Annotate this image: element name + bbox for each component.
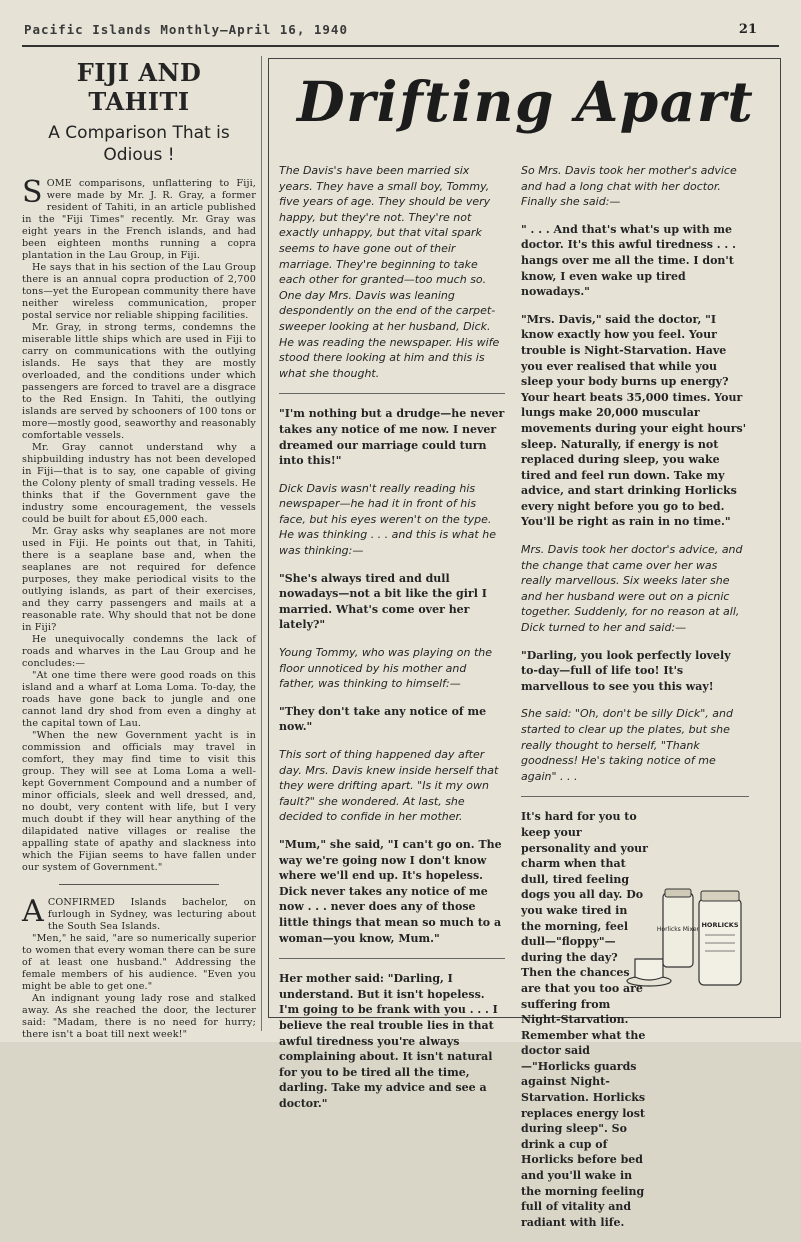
ad-paragraph: Dick Davis wasn't really reading his newspaper—he had it in front of his face, but his eyes weren't on the type. He was thinking . . . and this is what he was thinking:—: [279, 481, 496, 558]
article-paragraph: Mr. Gray, in strong terms, condemns the miserable little ships which are used in Fiji to carry on communications with the outlying islands. He says that they are mostly overloaded, and the conditions under which passengers are forced to travel are a disgrace to the Red Ensign. In Tahiti, the outlying islands are served by schooners of 100 tons or more—mostly good, seaworthy and reasonably comfortable vessels.: [22, 322, 256, 441]
ad-paragraph: " . . . And that's what's up with me doctor. It's this awful tiredness . . . hangs over me all the time. I don't know, I even wake up tired nowadays.": [521, 222, 736, 299]
article-paragraph: Mr. Gray asks why seaplanes are not more used in Fiji. He points out that, in Tahiti, there is a seaplane base and, when the seaplanes are not required for defence purposes, they make periodical visits to the outlying islands, as part of their exercises, and they carry passengers and mails at a reasonable rate. Why should that not be done in Fiji?: [22, 526, 256, 633]
ad-divider: [521, 796, 749, 797]
cup: [635, 959, 663, 980]
item-paragraph: "Men," he said, "are so numerically superior to women that every woman there can be sure of at least one husband." Addressing the female members of his audience. "Even you might be able to get one.": [22, 933, 256, 992]
drop-cap: S: [22, 175, 43, 210]
item-paragraph: [22, 894, 256, 933]
ad-paragraph: "She's always tired and dull nowadays—not a bit like the girl I married. What's come over her lately?": [279, 571, 487, 632]
paragraph-text: OME comparisons, unflattering to Fiji, were made by Mr. J. R. Gray, a former resident of Tahiti, in an article published in the "Fiji Times" recently. Mr. Gray was eight years in the French islands, and had been eighteen months running a copra plantation in the Lau Group, in Fiji.: [22, 178, 256, 261]
ad-divider: [279, 958, 505, 959]
advertisement-box: [268, 58, 781, 1229]
article-paragraph: [22, 175, 256, 262]
ad-paragraph: "Mrs. Davis," said the doctor, "I know exactly how you feel. Your trouble is Night-Starvation. Have you ever realised that while you sleep your body burns up energy? Your heart beats 35,000 times. Your lungs make 20,000 muscular movements during your eight hours' sleep. Naturally, if energy is not replaced during sleep, you wake tired and feel run down. Take my advice, and start drinking Horlicks every night before you go to bed. You'll be right as rain in no time.": [521, 312, 747, 529]
ad-paragraph: "Mum," she said, "I can't go on. The way we're going now I don't know where we'll end up. It's hopeless. Dick never takes any notice of me now . . . never does any of those little things that mean so much to a woman—you know, Mum.": [279, 837, 502, 945]
header-rule: [22, 45, 779, 47]
ad-paragraph: "I'm nothing but a drudge—he never takes any notice of me now. I never dreamed our marriage could turn into this!": [279, 407, 505, 468]
horlicks-jars-illustration: [619, 885, 749, 997]
ad-paragraph: Young Tommy, who was playing on the floor unnoticed by his mother and father, was thinking to himself:—: [279, 646, 493, 691]
article-paragraph: He unequivocally condemns the lack of roads and wharves in the Lau Group and he concludes:—: [22, 634, 256, 669]
horlicks-lid: [701, 891, 739, 901]
article-paragraph: "When the new Government yacht is in commission and officials may travel in comfort, they may find time to visit this group. They will see at Loma Loma a well-kept Government Compound and a number of minor officials, sleek and well dressed, and, no doubt, very content with life, but I very much doubt if they will hear anything of the dilapidated native villages or realise the appalling state of apathy and slackness into which the Fijian seems to have fallen under our system of Government.": [22, 730, 256, 873]
horlicks-jar: [699, 899, 741, 985]
article-subheadline: A Comparison That is Odious !: [48, 123, 230, 165]
ad-divider: [279, 393, 505, 394]
article-column: [22, 56, 256, 1040]
drop-cap: A: [22, 894, 44, 929]
article-paragraph: Mr. Gray cannot understand why a shipbuilding industry has not been developed in Fiji—that is to say, one capable of giving the Colony plenty of small trading vessels. He thinks that if the Government gave the industry some encouragement, the vessels could be built for about £5,000 each.: [22, 442, 256, 525]
article-paragraph: "At one time there were good roads on this island and a wharf at Loma Loma. To-day, the roads have gone back to jungle and one cannot land dry shod from even a dinghy at the capital town of Lau.: [22, 670, 256, 729]
ad-closing-paragraph: It's hard for you to keep your personality and your charm when that dull, tired feeling dogs you all day. Do you wake tired in the morning, feel dull—"floppy"—during the day? Then the chances are that you too are suffering from Night-Starvation. Remember what the doctor said—"Horlicks guards against Night-Starvation. Horlicks replaces energy lost during sleep". So drink a cup of Horlicks before bed and you'll wake in the morning feeling full of vitality and radiant with life.: [521, 810, 648, 1229]
ad-column-right: [521, 163, 749, 1242]
ad-paragraph: This sort of thing happened day after day. Mrs. Davis knew inside herself that they were drifting apart. "Is it my own fault?" she wondered. At last, she decided to confide in her mother.: [279, 748, 499, 824]
ad-column-left: [279, 163, 505, 1123]
item-paragraph: An indignant young lady rose and stalked away. As she reached the door, the lecturer said: "Madam, there is no need for hurry; there isn't a boat till next week!": [22, 993, 256, 1040]
ad-paragraph: She said: "Oh, don't be silly Dick", and started to clear up the plates, but she really thought to herself, "Thank goodness! He's taking notice of me again" . . .: [521, 707, 733, 783]
mixer-lid: [665, 889, 691, 897]
horlicks-jar-label: HORLICKS: [701, 921, 739, 929]
ad-paragraph: Her mother said: "Darling, I understand. But it isn't hopeless. I'm going to be frank with you . . . I believe the real trouble lies in that awful tiredness you're always complaining about. It isn't natural for you to be tired all the time, darling. Take my advice and see a doctor.": [279, 972, 498, 1110]
article-paragraph: He says that in his section of the Lau Group there is an annual copra production of 2,700 tons—yet the European community there have neither wireless communication, proper postal service nor reliable shipping facilities.: [22, 262, 256, 321]
mixer-jar-label: Horlicks Mixer: [656, 926, 700, 933]
article-headline: FIJI AND TAHITI: [76, 58, 202, 116]
ad-paragraph: Mrs. Davis took her doctor's advice, and the change that came over her was really marvellous. Six weeks later she and her husband were out on a picnic together. Suddenly, for no reason at all, Dick turned to her and said:—: [521, 543, 743, 635]
ad-paragraph: The Davis's have been married six years. They have a small boy, Tommy, five years of age. They should be very happy, but they're not. They're not exactly unhappy, but that vital spark seems to have gone out of their marriage. They're beginning to take each other for granted—too much so. One day Mrs. Davis was leaning despondently on the end of the carpet-sweeper looking at her husband, Dick. He was reading the newspaper. His wife stood there looking at him and this is what she thought.: [279, 164, 500, 380]
ad-title: Drifting Apart: [297, 69, 755, 134]
running-title: Pacific Islands Monthly—April 16, 1940: [24, 22, 348, 37]
ad-paragraph: "Darling, you look perfectly lovely to-day—full of life too! It's marvellous to see you this way!: [521, 648, 731, 693]
section-separator: [59, 884, 219, 885]
column-divider: [261, 56, 262, 1031]
ad-paragraph: So Mrs. Davis took her mother's advice and had a long chat with her doctor. Finally she said:—: [521, 164, 737, 209]
ad-paragraph: "They don't take any notice of me now.": [279, 704, 487, 734]
paragraph-text: CONFIRMED Islands bachelor, on furlough in Sydney, was lecturing about the South Sea Islands.: [47, 897, 256, 932]
page-number: 21: [738, 22, 757, 37]
